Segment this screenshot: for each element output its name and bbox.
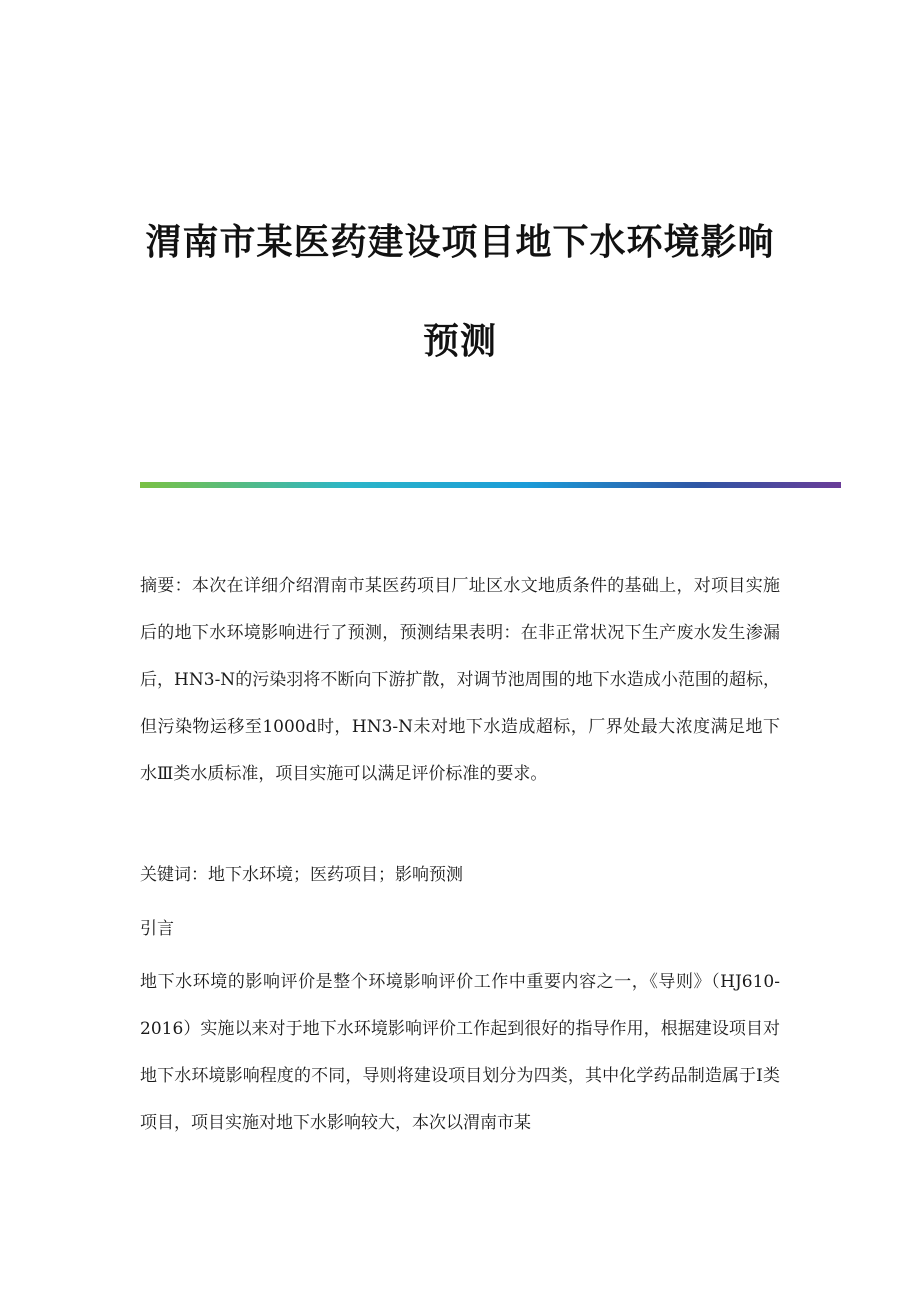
document-title-line-1: 渭南市某医药建设项目地下水环境影响	[145, 222, 775, 263]
gradient-divider	[140, 482, 841, 488]
document-title-line-2: 预测	[422, 321, 497, 362]
keywords-paragraph: 关键词：地下水环境；医药项目；影响预测	[140, 865, 463, 885]
abstract-paragraph: 摘要：本次在详细介绍渭南市某医药项目厂址区水文地质条件的基础上，对项目实施后的地下水环境影响进行了预测，预测结果表明：在非正常状况下生产废水发生渗漏后，HN3-N的污染羽将不断向下游扩散，对调节池周围的地下水造成小范围的超标，但污染物运移至1000d时，HN3-N未对地下水造成超标，厂界处最大浓度满足地下水Ⅲ类水质标准，项目实施可以满足评价标准的要求。	[140, 576, 780, 784]
intro-body-paragraph: 地下水环境的影响评价是整个环境影响评价工作中重要内容之一，《导则》（HJ610-2016）实施以来对于地下水环境影响评价工作起到很好的指导作用，根据建设项目对地下水环境影响程度的不同，导则将建设项目划分为四类，其中化学药品制造属于Ⅰ类项目，项目实施对地下水影响较大，本次以渭南市某	[140, 972, 780, 1133]
intro-heading: 引言	[140, 919, 174, 939]
